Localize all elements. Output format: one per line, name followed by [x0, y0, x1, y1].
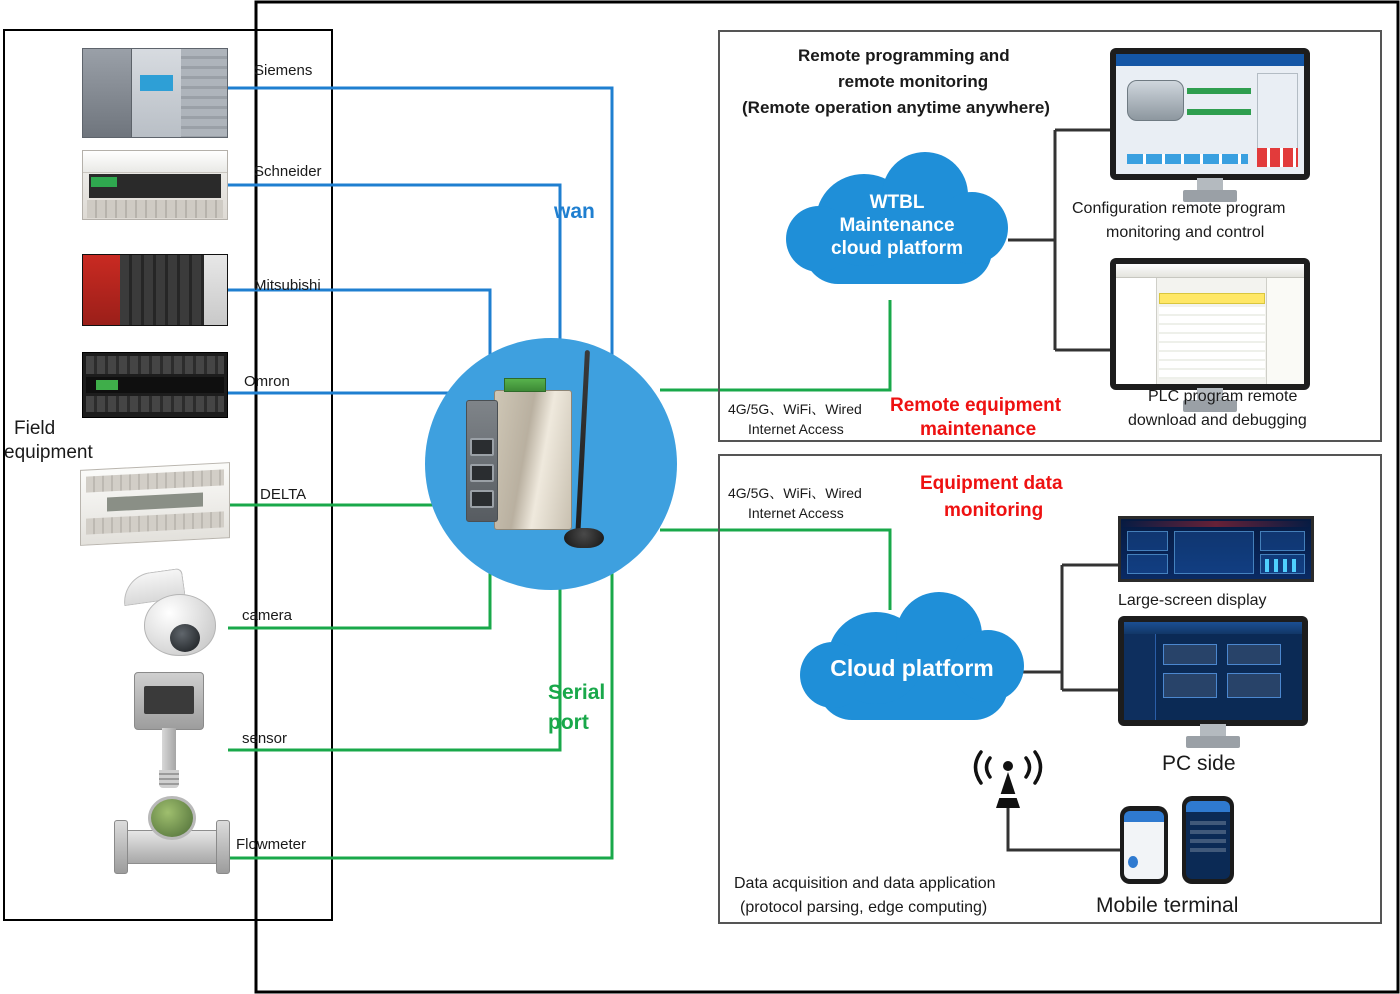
mobile-phone-2 [1182, 796, 1234, 884]
bottom-access-line1: 4G/5G、WiFi、Wired [728, 485, 862, 501]
label-camera: camera [242, 607, 293, 624]
field-equipment-label-line1: Field [14, 418, 56, 439]
wtbl-cloud-label-line1: WTBL [869, 192, 925, 213]
device-siemens-plc [82, 48, 228, 138]
field-equipment-label-line2: equipment [4, 442, 93, 463]
label-schneider: Schneider [254, 163, 322, 180]
wtbl-cloud-label-line3: cloud platform [831, 238, 963, 259]
top-access-line1: 4G/5G、WiFi、Wired [728, 401, 862, 417]
large-screen-caption: Large-screen display [1118, 592, 1267, 609]
label-serial-port-line1: Serial [548, 681, 606, 704]
device-camera [118, 566, 228, 666]
top-red-label-line1: Remote equipment [890, 395, 1062, 416]
bottom-red-label-line2: monitoring [944, 500, 1044, 521]
label-wan: wan [554, 200, 595, 223]
top-heading-line2: remote monitoring [838, 72, 989, 91]
mobile-terminal-caption: Mobile terminal [1096, 894, 1239, 917]
device-iot-gateway [460, 368, 640, 568]
label-sensor: sensor [242, 730, 288, 747]
monitor2-caption-line1: PLC program remote [1148, 388, 1298, 405]
label-delta: DELTA [260, 486, 307, 503]
device-schneider-plc [82, 150, 228, 220]
top-red-label-line2: maintenance [920, 419, 1037, 440]
bottom-access-line2: Internet Access [748, 505, 844, 521]
monitor-scada-configuration [1110, 48, 1310, 206]
top-heading-line1: Remote programming and [798, 46, 1010, 65]
bottom-footer-line1: Data acquisition and data application [734, 875, 996, 892]
label-flowmeter: Flowmeter [236, 836, 307, 853]
cloud-platform-label: Cloud platform [830, 655, 994, 681]
monitor1-caption-line1: Configuration remote program [1072, 200, 1286, 217]
monitor1-caption-line2: monitoring and control [1106, 224, 1265, 241]
device-sensor [126, 672, 212, 790]
label-omron: Omron [244, 373, 290, 390]
device-mitsubishi-plc [82, 254, 228, 326]
wtbl-cloud-label-line2: Maintenance [839, 215, 955, 236]
device-delta-plc [80, 462, 230, 546]
pc-side-caption: PC side [1162, 752, 1236, 775]
top-heading-line3: (Remote operation anytime anywhere) [742, 98, 1050, 117]
label-serial-port-line2: port [548, 711, 589, 734]
monitor2-caption-line2: download and debugging [1128, 412, 1307, 429]
label-mitsubishi: Mitsubishi [254, 277, 321, 294]
wireless-tower-icon [968, 740, 1048, 810]
bottom-red-label-line1: Equipment data [920, 473, 1063, 494]
mobile-phone-1 [1120, 806, 1168, 884]
large-screen-display [1118, 516, 1314, 582]
monitor-pc-side [1118, 616, 1308, 752]
bottom-footer-line2: (protocol parsing, edge computing) [740, 899, 988, 916]
label-siemens: Siemens [254, 62, 313, 79]
top-access-line2: Internet Access [748, 421, 844, 437]
device-omron-plc [82, 352, 228, 418]
device-flowmeter [108, 790, 236, 888]
